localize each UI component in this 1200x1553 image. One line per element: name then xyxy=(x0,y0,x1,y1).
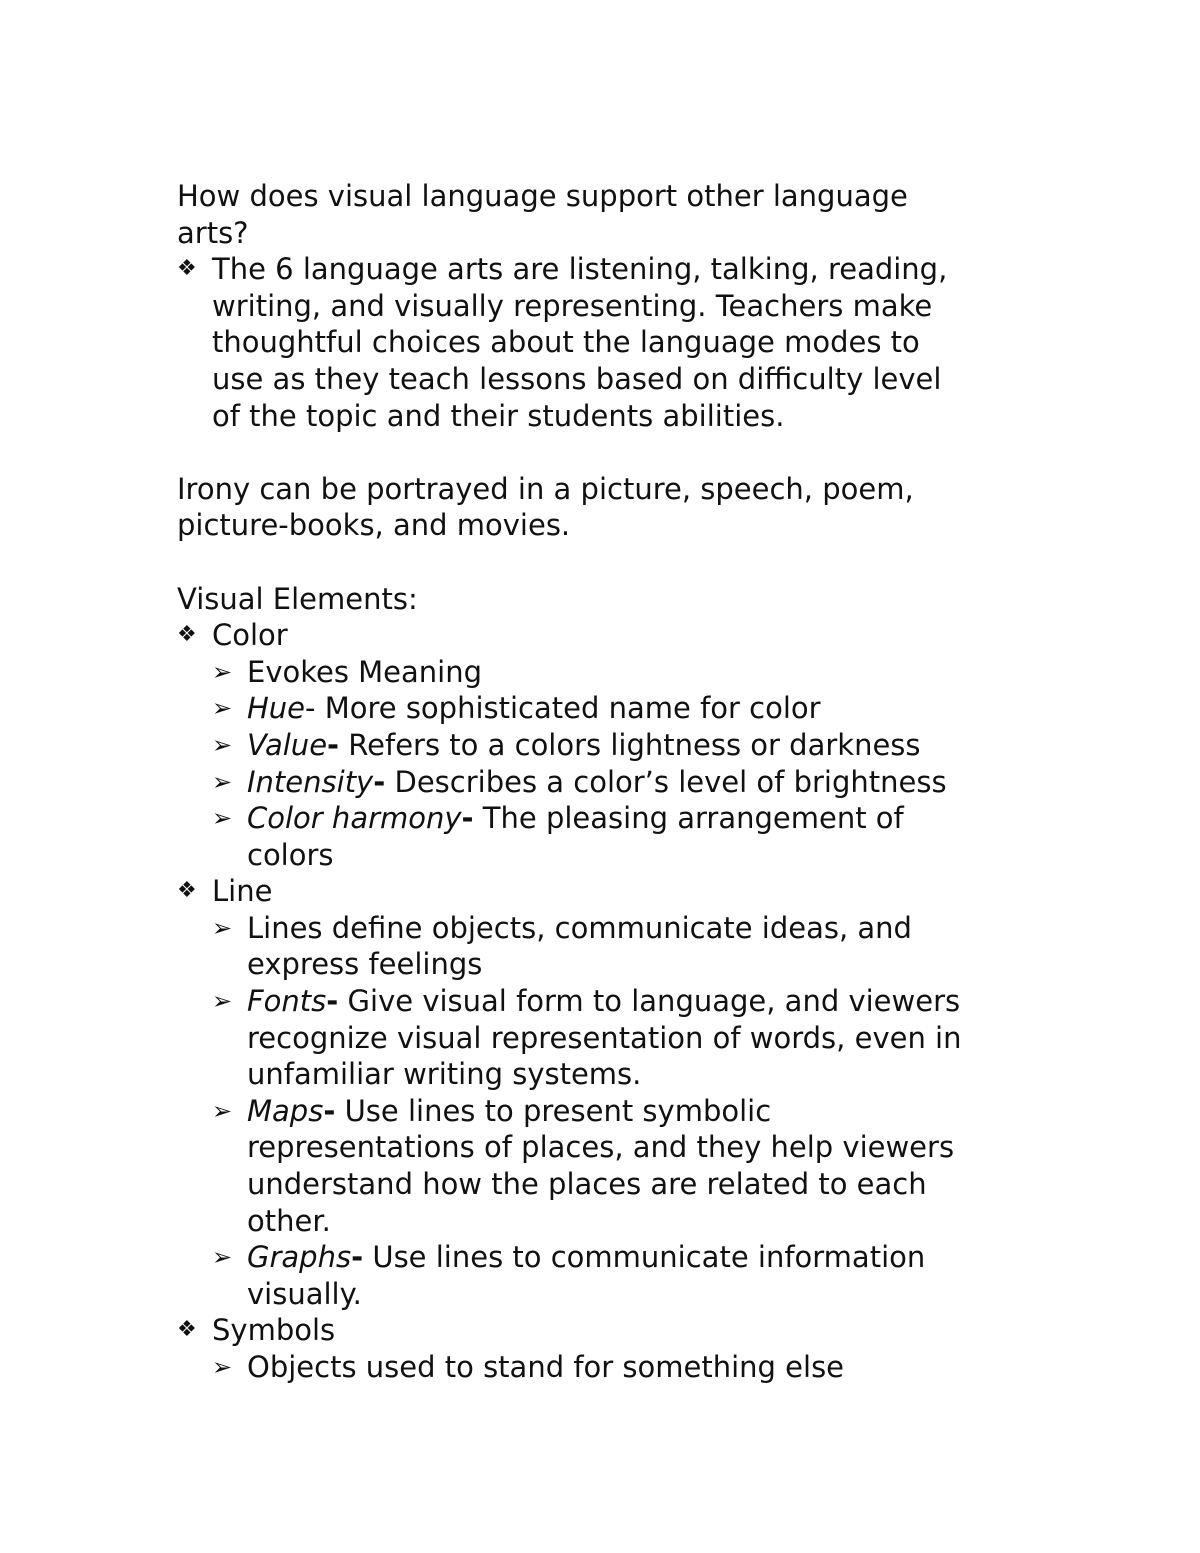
language-arts-line-3: thoughtful choices about the language modes to xyxy=(212,325,920,360)
list-item-objects xyxy=(212,1349,1050,1386)
language-arts-line-5: of the topic and their students abilities. xyxy=(212,398,785,433)
evokes-meaning-text: Evokes Meaning xyxy=(247,654,483,689)
value-term: Value xyxy=(247,727,328,762)
question-line-2: arts? xyxy=(177,215,249,250)
arrow-bullet-icon: ➢ xyxy=(212,694,233,723)
list-item-color-harmony xyxy=(212,800,1050,873)
hue-term: Hue xyxy=(247,691,306,726)
arrow-bullet-icon: ➢ xyxy=(212,767,233,796)
maps-text-3: understand how the places are related to each xyxy=(247,1167,927,1202)
maps-dash: - xyxy=(323,1093,336,1128)
list-item-line xyxy=(177,873,1050,910)
diamond-bullet-icon: ❖ xyxy=(177,622,197,648)
list-item-language-arts xyxy=(177,251,1050,434)
arrow-bullet-icon: ➢ xyxy=(212,1096,233,1125)
question-line-1: How does visual language support other language xyxy=(177,179,908,213)
fonts-text-2: recognize visual representation of words, even in xyxy=(247,1020,962,1055)
maps-text-1: Use lines to present symbolic xyxy=(335,1093,772,1128)
harmony-text-2: colors xyxy=(247,837,334,872)
irony-line-1: Irony can be portrayed in a picture, speech, poem, xyxy=(177,471,914,506)
color-label: Color xyxy=(212,618,288,653)
diamond-bullet-icon: ❖ xyxy=(177,878,197,904)
lines-define-text-1: Lines define objects, communicate ideas, and xyxy=(247,910,912,945)
maps-text-4: other. xyxy=(247,1203,331,1238)
harmony-term: Color harmony xyxy=(247,801,462,836)
language-arts-line-2: writing, and visually representing. Teachers make xyxy=(212,288,933,323)
hue-dash: - xyxy=(305,691,316,726)
arrow-bullet-icon: ➢ xyxy=(212,1243,233,1272)
arrow-bullet-icon: ➢ xyxy=(212,804,233,833)
intensity-dash: - xyxy=(373,764,386,799)
maps-term: Maps xyxy=(247,1093,324,1128)
graphs-text-1: Use lines to communicate information xyxy=(363,1240,926,1275)
symbols-label: Symbols xyxy=(212,1313,336,1348)
arrow-bullet-icon: ➢ xyxy=(212,1353,233,1381)
graphs-term: Graphs xyxy=(247,1240,352,1275)
arrow-bullet-icon: ➢ xyxy=(212,913,233,942)
language-arts-line-4: use as they teach lessons based on difficulty level xyxy=(212,361,942,396)
list-item-graphs xyxy=(212,1239,1050,1312)
value-dash: - xyxy=(327,727,340,762)
intensity-text: Describes a color’s level of brightness xyxy=(385,764,947,799)
list-item-color xyxy=(177,617,1050,654)
fonts-text-3: unfamiliar writing systems. xyxy=(247,1057,642,1092)
list-item-lines-define xyxy=(212,910,1050,983)
list-item-evokes-meaning xyxy=(212,654,1050,691)
line-label: Line xyxy=(212,874,273,909)
value-text: Refers to a colors lightness or darkness xyxy=(339,727,921,762)
graphs-text-2: visually. xyxy=(247,1276,362,1311)
list-item-symbols xyxy=(177,1312,1050,1349)
list-item-maps xyxy=(212,1093,1050,1239)
visual-elements-heading: Visual Elements: xyxy=(177,581,418,616)
list-item-fonts xyxy=(212,983,1050,1093)
lines-define-text-2: express feelings xyxy=(247,947,483,982)
arrow-bullet-icon: ➢ xyxy=(212,730,233,759)
diamond-bullet-icon: ❖ xyxy=(177,256,197,282)
language-arts-line-1: The 6 language arts are listening, talking, reading, xyxy=(212,252,948,287)
maps-text-2: representations of places, and they help viewers xyxy=(247,1130,955,1165)
arrow-bullet-icon: ➢ xyxy=(212,657,233,686)
list-item-intensity xyxy=(212,764,1050,801)
list-item-value xyxy=(212,727,1050,764)
fonts-text-1: Give visual form to language, and viewers xyxy=(338,984,961,1019)
graphs-dash: - xyxy=(351,1240,364,1275)
spacer xyxy=(177,434,1050,471)
intensity-term: Intensity xyxy=(247,764,374,799)
diamond-bullet-icon: ❖ xyxy=(177,1317,197,1343)
arrow-bullet-icon: ➢ xyxy=(212,987,233,1016)
fonts-term: Fonts xyxy=(247,984,327,1019)
list-item-hue xyxy=(212,690,1050,727)
spacer xyxy=(177,544,1050,581)
objects-text: Objects used to stand for something else xyxy=(247,1350,845,1384)
hue-text: More sophisticated name for color xyxy=(315,691,821,726)
harmony-dash: - xyxy=(461,801,474,836)
irony-line-2: picture-books, and movies. xyxy=(177,508,571,543)
fonts-dash: - xyxy=(326,984,339,1019)
harmony-text-1: The pleasing arrangement of xyxy=(473,801,904,836)
